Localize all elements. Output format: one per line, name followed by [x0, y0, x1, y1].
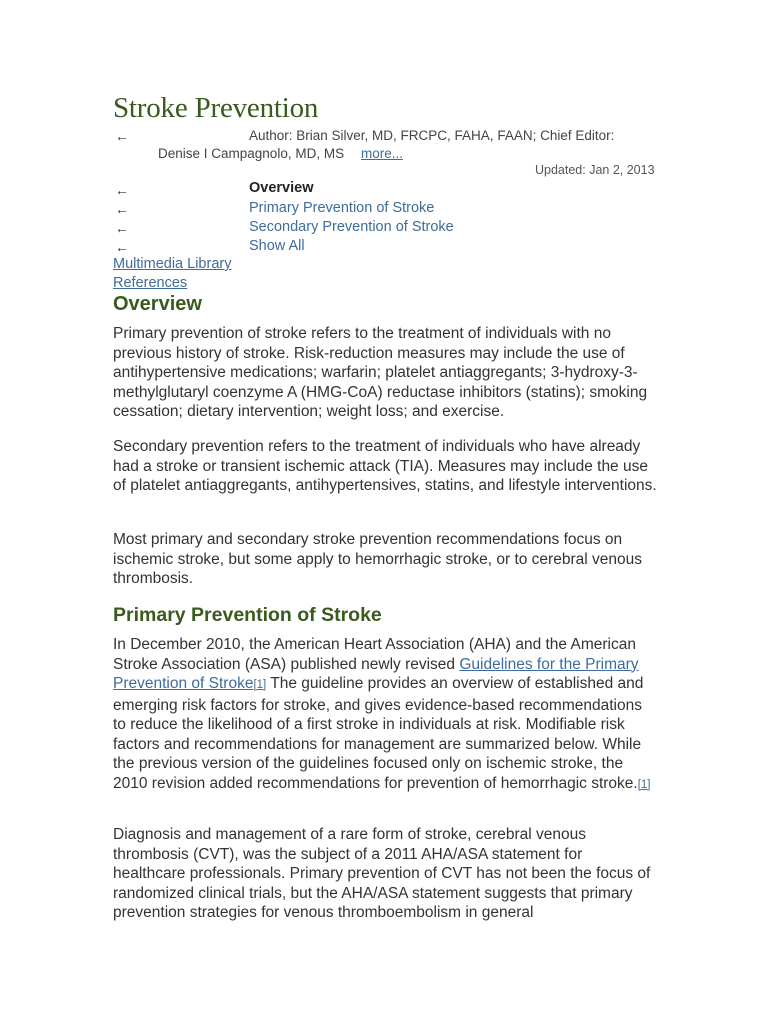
more-authors-link[interactable]: more...	[361, 146, 404, 161]
citation-1-link[interactable]: [1]	[637, 778, 651, 791]
nav-item-show-all[interactable]: Show All	[249, 238, 305, 254]
editor-line: Denise I Campagnolo, MD, MS	[158, 146, 345, 161]
references-link[interactable]: References	[113, 275, 188, 291]
guidelines-link[interactable]: Guidelines for the Primary Prevention of Stroke	[113, 655, 639, 692]
overview-paragraph-2: Secondary prevention refers to the treatment of individuals who have already had a stroke or transient ischemic attack (TIA). Measures may include the use of platelet antiaggregants, antihypertensives, statins, and lifestyle interventions.	[113, 438, 657, 494]
nav-item-overview[interactable]: Overview	[249, 180, 314, 196]
nav-arrow-icon[interactable]: ←	[115, 201, 129, 217]
nav-arrow-icon[interactable]: ←	[115, 182, 129, 198]
multimedia-library-link[interactable]: Multimedia Library	[113, 256, 232, 272]
author-line: Author: Brian Silver, MD, FRCPC, FAHA, FAAN; Chief Editor:	[249, 128, 615, 143]
nav-arrow-icon[interactable]: ←	[115, 220, 129, 236]
citation-1-link[interactable]: [1]	[253, 679, 267, 691]
overview-heading: Overview	[113, 293, 202, 315]
back-arrow-icon[interactable]: ←	[115, 128, 129, 144]
primary-prevention-heading: Primary Prevention of Stroke	[113, 604, 382, 626]
nav-item-secondary-prevention[interactable]: Secondary Prevention of Stroke	[249, 219, 454, 235]
nav-arrow-icon[interactable]: ←	[115, 239, 129, 255]
updated-date: Updated: Jan 2, 2013	[535, 163, 655, 177]
primary-paragraph-1-intro: In December 2010, the American Heart Association (AHA) and the American Stroke Association (ASA) published newly revised	[113, 636, 636, 673]
page-title: Stroke Prevention	[113, 92, 319, 124]
primary-paragraph-2: Diagnosis and management of a rare form of stroke, cerebral venous thrombosis (CVT), was the subject of a 2011 AHA/ASA statement for healthcare professionals. Primary prevention of CVT has not been the focus of randomized clinical trials, but the AHA/ASA statement suggests that primary prevention strategies for venous thromboembolism in general	[113, 826, 651, 921]
overview-paragraph-1: Primary prevention of stroke refers to the treatment of individuals with no previous history of stroke. Risk-reduction measures may include the use of antihypertensive medications; warfarin; platelet antiaggregants; 3-hydroxy-3-methylglutaryl coenzyme A (HMG-CoA) reductase inhibitors (statins); smoking cessation; dietary intervention; weight loss; and exercise.	[113, 325, 648, 420]
nav-item-primary-prevention[interactable]: Primary Prevention of Stroke	[249, 200, 435, 216]
overview-paragraph-3: Most primary and secondary stroke prevention recommendations focus on ischemic stroke, but some apply to hemorrhagic stroke, or to cerebral venous thrombosis.	[113, 531, 642, 587]
primary-paragraph-1	[113, 635, 658, 795]
primary-paragraph-1-body: The guideline provides an overview of established and emerging risk factors for stroke, and gives evidence-based recommendations to reduce the likelihood of a first stroke in individuals at risk. Modifiable risk factors and recommendations for management are summarized below. While the previous version of the guidelines focused only on ischemic stroke, the 2010 revision added recommendations for prevention of hemorrhagic stroke.	[113, 675, 644, 792]
